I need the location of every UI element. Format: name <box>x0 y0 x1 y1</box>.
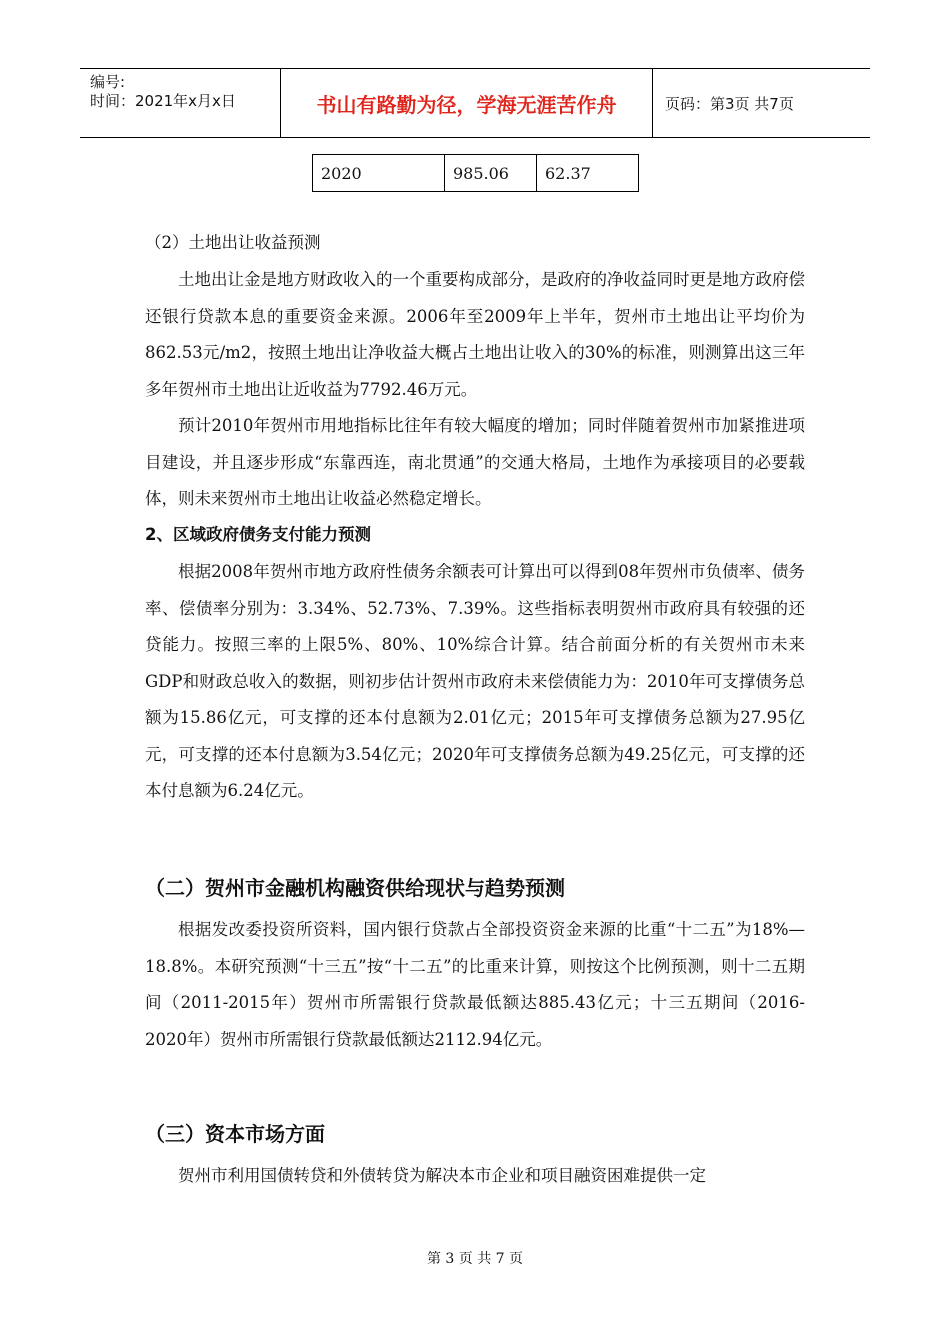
document-time-label: 时间：2021年x月x日 <box>90 92 236 110</box>
header-page-label: 页码：第3页 共7页 <box>665 94 794 113</box>
land-subheading: （2）土地出让收益预测 <box>145 233 321 252</box>
data-table-fragment <box>312 154 639 192</box>
capital-paragraph: 贺州市利用国债转贷和外债转贷为解决本市企业和项目融资困难提供一定 <box>178 1166 706 1185</box>
header-meta <box>80 69 281 137</box>
page-footer: 第 3 页 共 7 页 <box>426 1251 524 1267</box>
debt-paragraph: 根据2008年贺州市地方政府性债务余额表可计算出可以得到08年贺州市负债率、债务率、偿债率分别为：3.34%、52.73%、7.39%。这些指标表明贺州市政府具有较强的还贷能力。按照三率的上限5%、80%、10%综合计算。结合前面分析的有关贺州市未来GDP和财政总收入的数据，则初步估计贺州市政府未来偿债能力为：2010年可支撑债务总额为15.86亿元，可支撑的还本付息额为2.01亿元；2015年可支撑债务总额为27.95亿元，可支撑的还本付息额为3.54亿元；2020年可支撑债务总额为49.25亿元，可支撑的还本付息额为6.24亿元。 <box>145 562 805 800</box>
table-cell-value-2: 62.37 <box>537 155 639 192</box>
table-row <box>313 155 639 192</box>
land-paragraph-2: 预计2010年贺州市用地指标比往年有较大幅度的增加；同时伴随着贺州市加紧推进项目建设，并且逐步形成“东靠西连，南北贯通”的交通大格局，土地作为承接项目的必要载体，则未来贺州市土地出让收益必然稳定增长。 <box>145 416 805 508</box>
page-header <box>80 68 870 138</box>
header-motto: 书山有路勤为径，学海无涯苦作舟 <box>281 69 653 137</box>
capital-heading: （三）资本市场方面 <box>145 1122 325 1146</box>
land-paragraph-1: 土地出让金是地方财政收入的一个重要构成部分，是政府的净收益同时更是地方政府偿还银行贷款本息的重要资金来源。2006年至2009年上半年，贺州市土地出让平均价为862.53元/m2，按照土地出让净收益大概占土地出让收入的30%的标准，则测算出这三年多年贺州市土地出让近收益为7792.46万元。 <box>145 270 805 399</box>
finance-paragraph: 根据发改委投资所资料，国内银行贷款占全部投资资金来源的比重“十二五”为18%—18.8%。本研究预测“十三五”按“十二五”的比重来计算，则按这个比例预测，则十二五期间（2011-2015年）贺州市所需银行贷款最低额达885.43亿元；十三五期间（2016-2020年）贺州市所需银行贷款最低额达2112.94亿元。 <box>145 920 805 1049</box>
table-cell-year: 2020 <box>313 155 445 192</box>
document-number-label: 编号: <box>90 73 126 91</box>
debt-heading: 2、区域政府债务支付能力预测 <box>145 525 371 544</box>
table-cell-value-1: 985.06 <box>445 155 537 192</box>
finance-heading: （二）贺州市金融机构融资供给现状与趋势预测 <box>145 876 565 900</box>
